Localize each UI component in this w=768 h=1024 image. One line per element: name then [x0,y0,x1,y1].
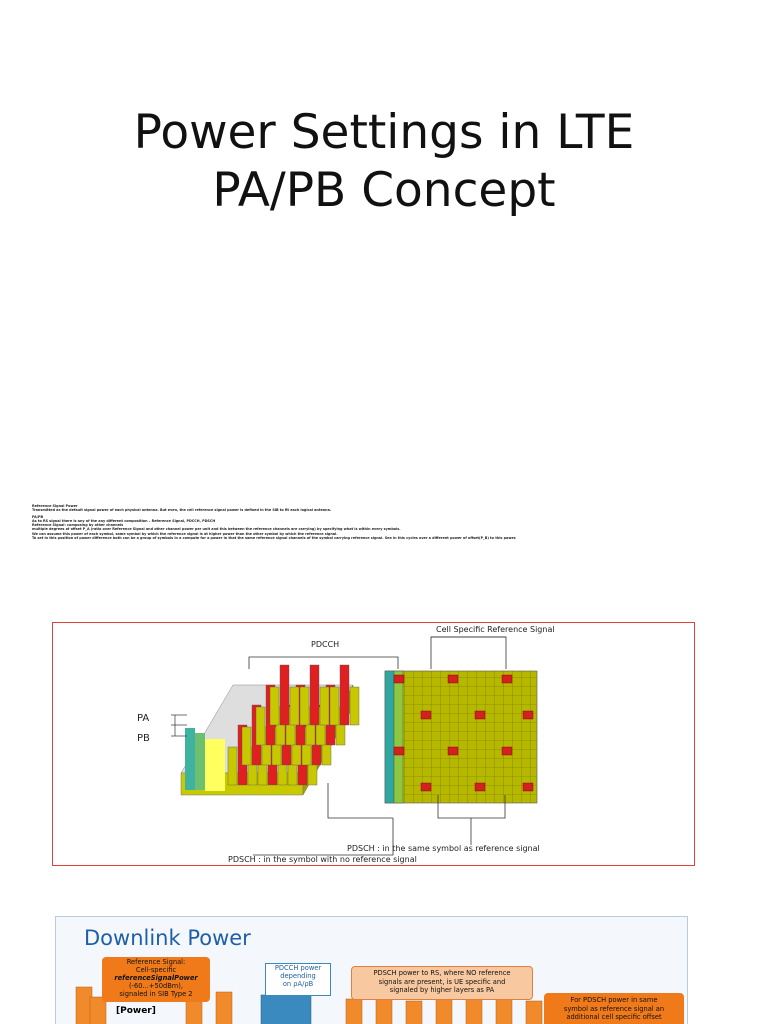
power-bar [76,987,92,1024]
reference-signal-cell [523,711,533,719]
pdcch-box-line: on ρA/ρB [282,980,314,988]
notes-line: PA/PB [32,514,44,519]
pdsch-bar [300,687,309,725]
reference-signal-cell [448,747,458,755]
power-bar [526,1001,542,1024]
pdsch-box-line: PDSCH power to RS, where NO reference [373,969,511,977]
ref-box-line: referenceSignalPower [114,974,198,982]
notes-line: As to RS signal there is any of the any different composition – Reference Signal, PDCCH, PDSCH [32,518,216,523]
downlink-title: Downlink Power [84,926,251,950]
pdsch-offset-box [544,993,684,1024]
notes-line: Reference Signal Power [32,504,78,508]
speaker-notes [32,504,592,540]
slide-title-line-2: PA/PB Concept [212,163,556,218]
reference-signal-cell [421,783,431,791]
pdcch-box-line: depending [280,972,316,980]
pdsch-box-line: signals are present, is UE specific and [378,977,506,986]
notes-line: Transmitted as the default signal power of each physical antenna. But even, the cell reference signal power is defined in the SIB to fit each logical antenna. [32,508,332,513]
reference-signal-bar [280,665,289,725]
pdcch-box-line: PDCCH power [274,964,322,972]
pdcch-region-2 [394,671,403,803]
pdsch-box-line: signaled by higher layers as PA [389,986,495,994]
power-bar [406,1001,422,1024]
pdcch-column-2 [195,733,205,790]
pdcch-region [385,671,394,803]
pdsch-bar [330,687,339,725]
pdsch-bar [228,747,237,785]
reference-signal-cell [394,675,404,683]
pdsch-no-label: PDSCH : in the symbol with no reference signal [228,855,417,864]
ref-box-line: Reference Signal: [126,958,186,966]
power-bar [376,997,392,1024]
pa-label: PA [137,713,150,724]
pdcch-block [261,995,311,1024]
pdcch-power-box [265,963,331,996]
slide-title-line-1: Power Settings in LTE [133,105,635,160]
notes-line: Reference Signal: composing by other channels [32,523,124,528]
notes-line: To set in this position of power difference both can be a group of symbols in a compute for a power in that the same reference signal channels of the symbol carrying reference signal. See in this cycles over a different power of offset(P_B) to this power. [32,536,517,541]
pdsch-bar [242,727,251,765]
pdsch2-box-line: symbol as reference signal an [563,1004,665,1013]
power-axis-label: [Power] [116,1006,156,1016]
pdsch-column-1 [205,739,215,791]
power-bar [216,992,232,1024]
notes-line: multiple degrees of offset P_A (ratio over Reference Signal and other channel power per unit and this between the reference channels are carrying) by specifying what is within every symbols. [32,527,401,532]
pdsch-column-2 [215,739,225,791]
reference-signal-cell [448,675,458,683]
power-bar [466,999,482,1024]
ref-box-line: Cell-specific [135,966,177,974]
reference-signal-bar [310,665,319,725]
reference-signal-bar [340,665,349,725]
pdsch-bar [350,687,359,725]
resource-grid-3d [181,665,359,795]
pdsch-power-box [351,966,533,1000]
reference-signal-cell [502,675,512,683]
reference-signal-cell [502,747,512,755]
pdcch-label: PDCCH [311,640,340,649]
pdsch-bar [270,687,279,725]
reference-signal-cell [475,783,485,791]
crs-label: Cell Specific Reference Signal [436,625,555,634]
ref-signal-box [102,957,210,1002]
pdsch2-box-line: additional cell specific offset [566,1013,662,1021]
pa-pb-diagram-svg [53,623,694,865]
reference-signal-cell [475,711,485,719]
ref-box-line: (-60...+50dBm), [128,982,184,990]
reference-signal-cell [394,747,404,755]
pdsch-bar [256,707,265,745]
pa-pb-diagram [52,622,695,866]
power-bar [436,997,452,1024]
pdsch-same-label: PDSCH : in the same symbol as reference signal [347,844,540,853]
pdsch-bar [320,687,329,725]
power-bar [496,997,512,1024]
pb-label: PB [137,733,150,744]
pdsch2-box-line: For PDSCH power in same [570,996,658,1004]
pdcch-column-1 [185,728,195,790]
notes-line: We can assume this power of each symbol, same symbol by which the reference signal is at higher power than the other symbol by which the reference signal. [32,531,338,536]
power-bar [346,999,362,1024]
ref-box-line: signaled in SIB Type 2 [119,990,193,998]
pdsch-bar [290,687,299,725]
downlink-power-figure [55,916,688,1024]
reference-signal-cell [421,711,431,719]
resource-grid-2d [385,671,537,803]
reference-signal-cell [523,783,533,791]
